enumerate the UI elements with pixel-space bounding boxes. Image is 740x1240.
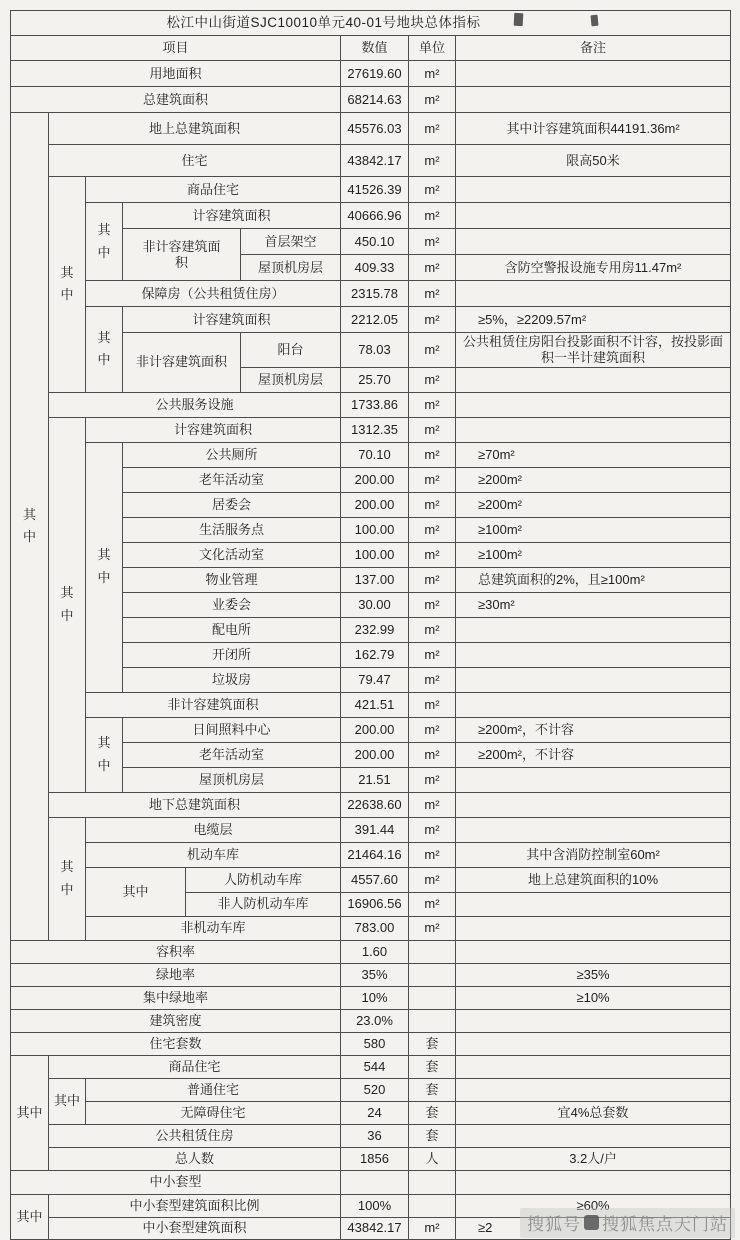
cell-note: 总建筑面积的2%，且≥100m² <box>456 567 731 592</box>
cell-note <box>456 1009 731 1032</box>
cell-note <box>456 87 731 113</box>
cell-unit: m² <box>409 892 456 916</box>
watermark <box>520 1208 735 1238</box>
qizhong-cell: 其中 <box>86 867 186 916</box>
cell-note: 宜4%总套数 <box>456 1101 731 1124</box>
cell-item-label: 计容建筑面积 <box>123 203 341 229</box>
cell-note <box>456 229 731 255</box>
cell-item-label: 公共租赁住房 <box>49 1124 341 1147</box>
cell-unit: m² <box>409 255 456 281</box>
qizhong-label: 其中 <box>60 858 74 897</box>
cell-unit: 套 <box>409 1124 456 1147</box>
cell-note: ≥2 <box>456 1217 731 1239</box>
qizhong-label: 其中 <box>97 329 111 368</box>
cell-item-label: 绿地率 <box>11 963 341 986</box>
cell-note <box>456 916 731 940</box>
cell-unit: m² <box>409 916 456 940</box>
cell-value: 21464.16 <box>341 842 409 867</box>
cell-unit: m² <box>409 145 456 177</box>
cell-value <box>341 1170 409 1194</box>
cell-value: 36 <box>341 1124 409 1147</box>
cell-item-label: 总建筑面积 <box>11 87 341 113</box>
cell-item-label: 无障碍住宅 <box>86 1101 341 1124</box>
cell-item-label: 屋顶机房层 <box>123 767 341 792</box>
cell-value: 24 <box>341 1101 409 1124</box>
cell-item-label: 业委会 <box>123 592 341 617</box>
cell-unit: m² <box>409 61 456 87</box>
cell-note <box>456 417 731 442</box>
cell-note: ≥100m² <box>456 517 731 542</box>
cell-item-label: 开闭所 <box>123 642 341 667</box>
cell-unit: m² <box>409 281 456 307</box>
cell-note: ≥10% <box>456 986 731 1009</box>
cell-item-label: 首层架空 <box>241 229 341 255</box>
cell-item-label: 日间照料中心 <box>123 717 341 742</box>
qizhong-label: 其中 <box>97 547 111 586</box>
cell-note <box>456 892 731 916</box>
cell-note <box>456 767 731 792</box>
cell-note: ≥35% <box>456 963 731 986</box>
cell-value: 25.70 <box>341 367 409 392</box>
cell-value: 100% <box>341 1194 409 1217</box>
cell-item-label: 居委会 <box>123 492 341 517</box>
cell-item-label: 非计容建筑面积 <box>86 692 341 717</box>
cell-unit: m² <box>409 592 456 617</box>
qizhong-cell <box>86 717 123 792</box>
cell-unit <box>409 940 456 963</box>
cell-unit: m² <box>409 1217 456 1239</box>
cell-unit: m² <box>409 229 456 255</box>
cell-value: 70.10 <box>341 442 409 467</box>
cell-item-label: 总人数 <box>49 1147 341 1170</box>
cell-value: 1.60 <box>341 940 409 963</box>
cell-value: 16906.56 <box>341 892 409 916</box>
cell-value: 23.0% <box>341 1009 409 1032</box>
col-header-value: 数值 <box>341 36 409 61</box>
cell-unit: 套 <box>409 1032 456 1055</box>
cell-unit <box>409 986 456 1009</box>
cell-value: 162.79 <box>341 642 409 667</box>
cell-value: 200.00 <box>341 467 409 492</box>
qizhong-label: 其中 <box>60 584 74 623</box>
cell-note <box>456 1032 731 1055</box>
cell-item-label: 计容建筑面积 <box>86 417 341 442</box>
cell-note <box>456 281 731 307</box>
sohu-logo-icon <box>584 1215 599 1230</box>
table-title: 松江中山街道SJC10010单元40-01号地块总体指标 <box>11 11 731 36</box>
qizhong-cell: 其中 <box>11 1194 49 1239</box>
cell-value: 78.03 <box>341 333 409 368</box>
cell-unit: m² <box>409 333 456 368</box>
cell-unit <box>409 1194 456 1217</box>
cell-note <box>456 642 731 667</box>
cell-unit: 套 <box>409 1101 456 1124</box>
col-header-item: 项目 <box>11 36 341 61</box>
qizhong-cell <box>49 177 86 393</box>
qizhong-cell <box>86 203 123 281</box>
cell-note <box>456 817 731 842</box>
cell-note: 含防空警报设施专用房11.47m² <box>456 255 731 281</box>
cell-note: ≥200m²，不计容 <box>456 742 731 767</box>
cell-unit <box>409 1009 456 1032</box>
cell-value: 35% <box>341 963 409 986</box>
cell-item-label: 机动车库 <box>86 842 341 867</box>
cell-value: 40666.96 <box>341 203 409 229</box>
cell-unit: m² <box>409 717 456 742</box>
cell-note: ≥200m² <box>456 492 731 517</box>
cell-item-label: 垃圾房 <box>123 667 341 692</box>
plot-indicators-table <box>10 10 731 1240</box>
cell-note <box>456 177 731 203</box>
cell-value: 2315.78 <box>341 281 409 307</box>
qizhong-label: 其中 <box>97 221 111 260</box>
cell-note <box>456 1055 731 1078</box>
cell-value: 200.00 <box>341 717 409 742</box>
cell-unit <box>409 963 456 986</box>
cell-note: 公共租赁住房阳台投影面积不计容，按投影面积一半计建筑面积 <box>456 333 731 368</box>
cell-unit: m² <box>409 792 456 817</box>
qizhong-cell: 其中 <box>49 1078 86 1124</box>
cell-item-label: 建筑密度 <box>11 1009 341 1032</box>
cell-item-label: 住宅套数 <box>11 1032 341 1055</box>
cell-note: 其中计容建筑面积44191.36m² <box>456 113 731 145</box>
cell-item-label: 配电所 <box>123 617 341 642</box>
qizhong-label: 其中 <box>60 264 74 303</box>
cell-note: ≥70m² <box>456 442 731 467</box>
cell-item-label: 屋顶机房层 <box>241 255 341 281</box>
cell-note: ≥200m²，不计容 <box>456 717 731 742</box>
cell-unit: m² <box>409 492 456 517</box>
cell-note <box>456 792 731 817</box>
cell-item-label: 阳台 <box>241 333 341 368</box>
cell-value: 10% <box>341 986 409 1009</box>
cell-value: 41526.39 <box>341 177 409 203</box>
cell-value: 409.33 <box>341 255 409 281</box>
qizhong-cell <box>11 113 49 941</box>
cell-value: 544 <box>341 1055 409 1078</box>
cell-unit: m² <box>409 842 456 867</box>
cell-value: 21.51 <box>341 767 409 792</box>
cell-note <box>456 61 731 87</box>
cell-item-label: 屋顶机房层 <box>241 367 341 392</box>
cell-value: 45576.03 <box>341 113 409 145</box>
cell-item-label: 老年活动室 <box>123 742 341 767</box>
cell-item-label: 中小套型建筑面积 <box>49 1217 341 1239</box>
cell-unit: m² <box>409 177 456 203</box>
cell-value: 22638.60 <box>341 792 409 817</box>
cell-value: 450.10 <box>341 229 409 255</box>
cell-note: ≥100m² <box>456 542 731 567</box>
cell-unit: m² <box>409 767 456 792</box>
cell-value: 391.44 <box>341 817 409 842</box>
cell-value: 43842.17 <box>341 145 409 177</box>
cell-note <box>456 667 731 692</box>
cell-note <box>456 1078 731 1101</box>
cell-item-label: 文化活动室 <box>123 542 341 567</box>
col-header-note: 备注 <box>456 36 731 61</box>
qizhong-label: 其中 <box>22 506 36 545</box>
cell-value: 1856 <box>341 1147 409 1170</box>
cell-note: ≥5%，≥2209.57m² <box>456 307 731 333</box>
cell-value: 783.00 <box>341 916 409 940</box>
cell-item-label: 普通住宅 <box>86 1078 341 1101</box>
cell-unit: m² <box>409 467 456 492</box>
cell-note: 3.2人/户 <box>456 1147 731 1170</box>
cell-value: 27619.60 <box>341 61 409 87</box>
cell-item-label: 地上总建筑面积 <box>49 113 341 145</box>
qizhong-cell <box>86 442 123 692</box>
cell-value: 200.00 <box>341 492 409 517</box>
group-label-cell: 非计容建筑面积 <box>123 333 241 393</box>
cell-item-label: 中小套型 <box>11 1170 341 1194</box>
cell-unit <box>409 1170 456 1194</box>
cell-unit: m² <box>409 667 456 692</box>
qizhong-cell <box>86 307 123 393</box>
cell-note: ≥60% <box>456 1194 731 1217</box>
cell-note: 限高50米 <box>456 145 731 177</box>
cell-note <box>456 1170 731 1194</box>
qizhong-cell <box>49 417 86 792</box>
cell-item-label: 住宅 <box>49 145 341 177</box>
cell-value: 1733.86 <box>341 392 409 417</box>
cell-item-label: 老年活动室 <box>123 467 341 492</box>
cell-unit: m² <box>409 113 456 145</box>
cell-value: 520 <box>341 1078 409 1101</box>
scan-mark-2 <box>591 15 599 27</box>
qizhong-cell <box>49 817 86 940</box>
cell-value: 30.00 <box>341 592 409 617</box>
cell-unit: 套 <box>409 1078 456 1101</box>
cell-unit: m² <box>409 617 456 642</box>
scan-mark-1 <box>514 13 524 26</box>
cell-item-label: 公共厕所 <box>123 442 341 467</box>
cell-item-label: 非人防机动车库 <box>186 892 341 916</box>
cell-value: 68214.63 <box>341 87 409 113</box>
cell-unit: m² <box>409 87 456 113</box>
cell-unit: m² <box>409 517 456 542</box>
cell-note <box>456 617 731 642</box>
watermark-suffix: 搜狐焦点天门站 <box>602 1215 728 1234</box>
cell-item-label: 生活服务点 <box>123 517 341 542</box>
cell-note: ≥30m² <box>456 592 731 617</box>
cell-value: 421.51 <box>341 692 409 717</box>
cell-unit: m² <box>409 392 456 417</box>
cell-unit: m² <box>409 307 456 333</box>
cell-value: 580 <box>341 1032 409 1055</box>
cell-unit: m² <box>409 867 456 892</box>
cell-unit: m² <box>409 692 456 717</box>
cell-item-label: 商品住宅 <box>86 177 341 203</box>
cell-unit: m² <box>409 817 456 842</box>
group-label-cell: 非计容建筑面积 <box>123 229 241 281</box>
qizhong-cell: 其中 <box>11 1055 49 1170</box>
cell-value: 4557.60 <box>341 867 409 892</box>
cell-unit: m² <box>409 642 456 667</box>
cell-unit: 套 <box>409 1055 456 1078</box>
cell-unit: m² <box>409 442 456 467</box>
cell-value: 137.00 <box>341 567 409 592</box>
cell-unit: m² <box>409 367 456 392</box>
cell-item-label: 公共服务设施 <box>49 392 341 417</box>
cell-note <box>456 203 731 229</box>
cell-item-label: 商品住宅 <box>49 1055 341 1078</box>
cell-unit: m² <box>409 742 456 767</box>
qizhong-label: 其中 <box>97 734 111 773</box>
cell-item-label: 地下总建筑面积 <box>49 792 341 817</box>
cell-unit: m² <box>409 542 456 567</box>
cell-unit: m² <box>409 417 456 442</box>
cell-value: 200.00 <box>341 742 409 767</box>
cell-note <box>456 1124 731 1147</box>
cell-item-label: 容积率 <box>11 940 341 963</box>
cell-item-label: 计容建筑面积 <box>123 307 341 333</box>
cell-item-label: 保障房（公共租赁住房） <box>86 281 341 307</box>
cell-value: 1312.35 <box>341 417 409 442</box>
cell-item-label: 中小套型建筑面积比例 <box>49 1194 341 1217</box>
cell-note: 其中含消防控制室60m² <box>456 842 731 867</box>
cell-item-label: 非机动车库 <box>86 916 341 940</box>
cell-note <box>456 940 731 963</box>
cell-unit: 人 <box>409 1147 456 1170</box>
cell-note: 地上总建筑面积的10% <box>456 867 731 892</box>
watermark-prefix: 搜狐号 <box>527 1215 581 1234</box>
cell-value: 100.00 <box>341 517 409 542</box>
cell-item-label: 物业管理 <box>123 567 341 592</box>
cell-value: 2212.05 <box>341 307 409 333</box>
cell-value: 43842.17 <box>341 1217 409 1239</box>
cell-note <box>456 392 731 417</box>
cell-unit: m² <box>409 203 456 229</box>
col-header-unit: 单位 <box>409 36 456 61</box>
cell-value: 100.00 <box>341 542 409 567</box>
cell-value: 232.99 <box>341 617 409 642</box>
cell-note <box>456 367 731 392</box>
cell-item-label: 用地面积 <box>11 61 341 87</box>
cell-item-label: 电缆层 <box>86 817 341 842</box>
cell-note <box>456 692 731 717</box>
cell-unit: m² <box>409 567 456 592</box>
cell-note: ≥200m² <box>456 467 731 492</box>
cell-value: 79.47 <box>341 667 409 692</box>
cell-item-label: 人防机动车库 <box>186 867 341 892</box>
cell-item-label: 集中绿地率 <box>11 986 341 1009</box>
